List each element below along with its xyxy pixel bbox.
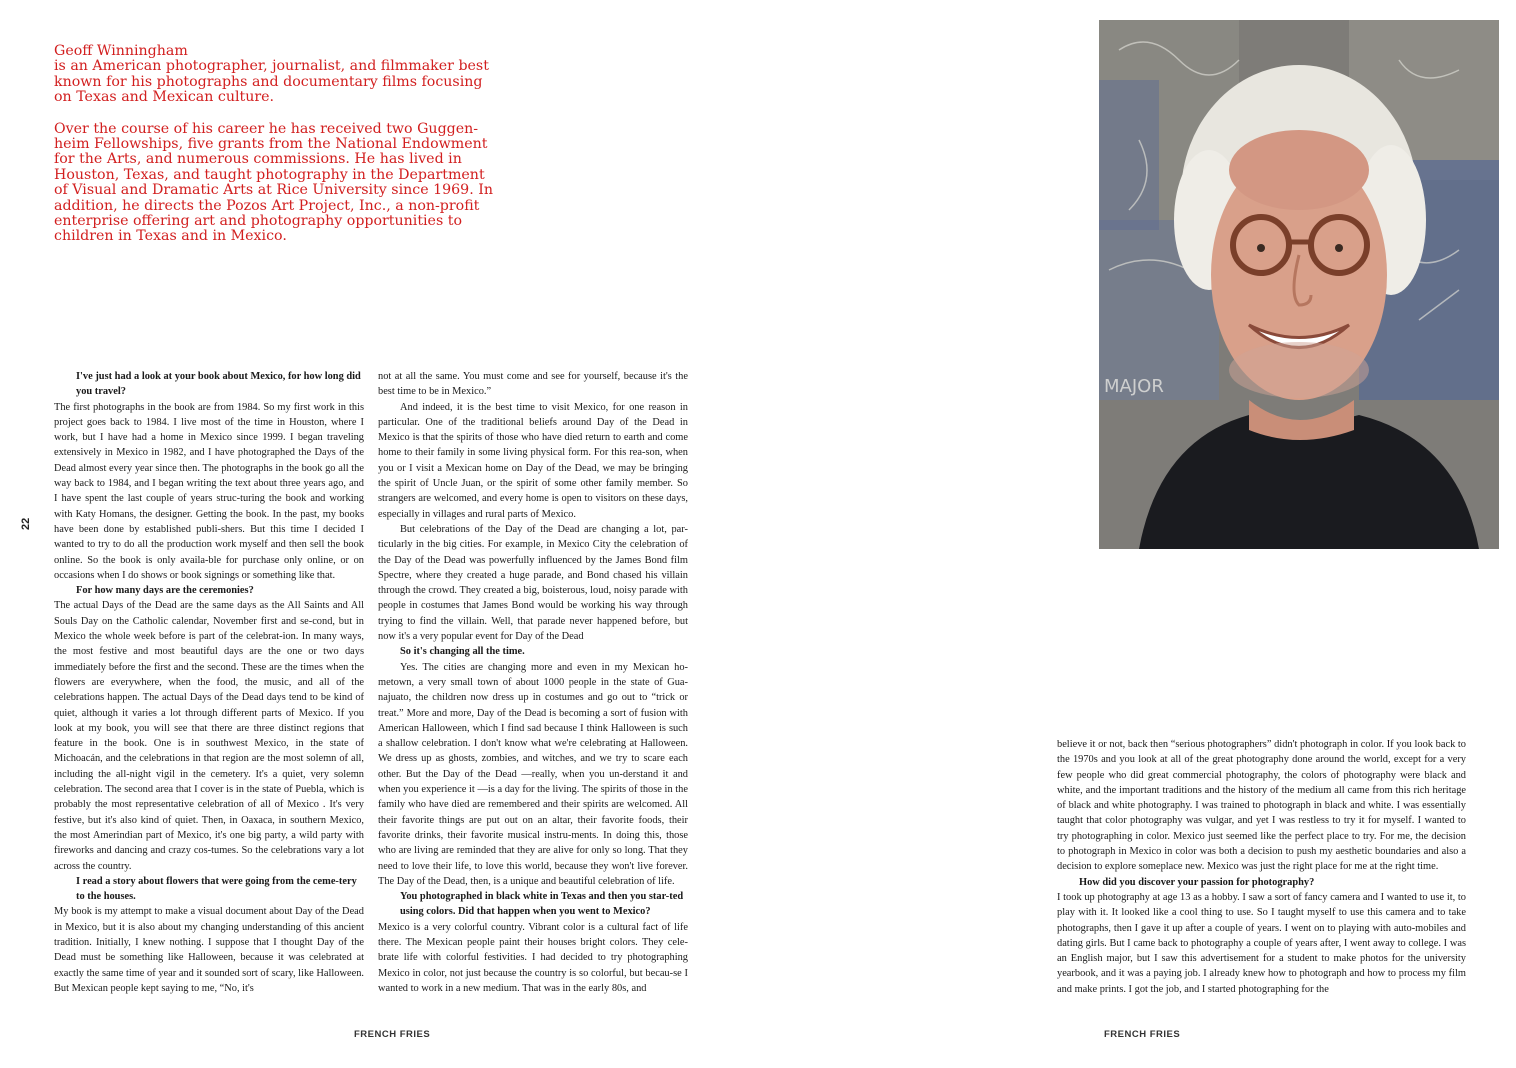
answer-paragraph: Mexico is a very colorful country. Vibrant color is a cultural fact of life there. The Mexican people paint their houses bright colors. They cele-brate life with colorful festivities. I had decided to try photographing Mexico in color, not just because the country is so colorful, but becau-se I wanted to work in a new medium. That was in the early 80s, and bbox=[378, 921, 688, 994]
question: I read a story about flowers that were going from the ceme-tery to the houses. bbox=[76, 875, 357, 903]
answer-paragraph: But celebrations of the Day of the Dead are changing a lot, par-ticularly in the big cities. For example, in Mexico City the celebration of the Day of the Dead was powerfully influenced by the James Bond film Spectre, where they created a huge parade, and Bond chased his villain through the crowd. They created a big, boisterous, loud, noisy parade with people in costumes that James Bond would be working his way through trying to find the villain. Well, that parade never happened before, but now it's a very popular event for Day of the Dead bbox=[378, 523, 688, 643]
author-bio bbox=[54, 44, 494, 261]
answer-paragraph: believe it or not, back then “serious photographers” didn't photograph in color. If you look back to the 1970s and you look at all of the great photography done around the world, except for a very few people who did great commercial photography, the colors of photography were black and white, and the important traditions and the history of the medium all came from this rich heritage of black and white photography. I was trained to photograph in black and white. I was essentially taught that color photography was vulgar, and yet I was restless to try it for myself. I wanted to try photographing in color. Mexico just seemed like the perfect place to try. For me, the decision to photograph in Mexico in color was both a decision to push my aesthetic boundaries and also a decision to explore someplace new. Mexico was just the right place for me at the right time. bbox=[1057, 739, 1466, 873]
portrait-photo bbox=[1099, 20, 1499, 549]
answer-paragraph: The actual Days of the Dead are the same days as the All Saints and All Souls Day on the Catholic calendar, November first and se-cond, but in Mexico the whole week before is part of the celebrat-ion. In many ways, the most festive and most beautiful days are the one or two days immediately before the first and the second. These are the times when the flowers are everywhere, when the food, the music, and all of the celebrations happen. The actual Days of the Dead days tend to be kind of quiet, although it varies a lot through different parts of Mexico. If you look at my book, you will see that there are three distinct regions that feature in the book. One is in southwest Mexico, in the state of Michoacán, and the celebrations in that region are the most solemn of all, including the all-night vigil in the cemetery. It's a quiet, very solemn celebration. The second area that I cover is in the state of Puebla, which is probably the most representative celebration of all of Mexico . It's very festive, but it's also kind of quiet. Then, in Oaxaca, in southern Mexico, the most Amerindian part of Mexico, it's one big party, a wild party with fireworks and dancing and crazy cos-tumes. So the celebrations vary a lot across the country. bbox=[54, 600, 364, 872]
answer-paragraph: not at all the same. You must come and see for yourself, because it's the best time to be in Mexico.” bbox=[378, 371, 688, 398]
question: So it's changing all the time. bbox=[400, 646, 525, 658]
answer-paragraph: I took up photography at age 13 as a hobby. I saw a sort of fancy camera and I wanted to use it, to play with it. It looked like a cool thing to use. So I taught myself to use this camera and to take photographs, then I gave it up after a couple of years. I went on to playing with auto-mobiles and dating girls. But I came back to photography a couple of years after, I went away to college. I was an English major, but I saw this advertisement for a student to make photos for the university yearbook, and it was a paying job. I already knew how to photograph and how to process my film and make prints. I got the job, and I started photographing for the bbox=[1057, 891, 1466, 995]
graffiti-text: MAJOR bbox=[1104, 376, 1164, 397]
question: You photographed in black white in Texas and then you star-ted using colors. Did that happen when you went to Mexico? bbox=[400, 891, 684, 918]
bio-career: Over the course of his career he has received two Guggen-heim Fellowships, five grants from the National Endowment for the Arts, and numerous commissions. He has lived in Houston, Texas, and taught photography in the Department of Visual and Dramatic Arts at Rice University since 1969. In addition, he directs the Pozos Art Project, Inc., a non-profit enterprise offering art and photography opportunities to children in Texas and in Mexico. bbox=[54, 120, 493, 245]
footer-right-magazine-name: FRENCH FRIES bbox=[1104, 1029, 1181, 1040]
question: How did you discover your passion for photography? bbox=[1079, 876, 1315, 888]
footer-left-magazine-name: FRENCH FRIES bbox=[354, 1029, 431, 1040]
answer-paragraph: And indeed, it is the best time to visit Mexico, for one reason in particular. One of the traditional beliefs around Day of the Dead in Mexico is that the spirits of those who have died return to earth and come home to their family in some living physical form. For this rea-son, when you or I visit a Mexican home on Day of the Dead, we may be bringing the spirit of Uncle Juan, or the spirit of some other family member. So strangers are welcomed, and every home is open to visitors on these days, especially in villages and rural parts of Mexico. bbox=[378, 401, 688, 520]
question: For how many days are the ceremonies? bbox=[76, 585, 254, 597]
page-number: 22 bbox=[20, 517, 32, 530]
answer-paragraph: My book is my attempt to make a visual document about Day of the Dead in Mexico, but it is also about my changing understanding of this ancient tradition. Initially, I knew nothing. I suppose that I thought Day of the Dead must be something like Halloween, because it was celebrated at exactly the same time of year and it sounded sort of scary, like Halloween. But Mexican people kept saying to me, “No, it's bbox=[54, 906, 364, 994]
answer-paragraph: Yes. The cities are changing more and even in my Mexican ho-metown, a very small town of about 1000 people in the state of Gua-najuato, the children now dress up in costumes and go out to “trick or treat.” More and more, Day of the Dead is becoming a sort of fusion with American Halloween, which I find sad because I think Halloween is such a shallow celebration. I don't know what we're celebrating at Halloween. We dress up as ghosts, zombies, and witches, and we try to scare each other. But the Day of the Dead —really, when you un-derstand it and when you experience it —is a day for the living. The spirits of those in the family who have died are remembered and their spirits are welcomed. All their favorite things are put out on an altar, their favorite foods, their favorite drinks, their favorite musical instru-ments. In doing this, those who are living are reminded that they are alive for only so long. That they need to love their life, to love this world, because they won't live forever. The Day of the Dead, then, is a unique and beautiful celebration of life. bbox=[378, 661, 688, 887]
interview-column-2 bbox=[378, 369, 688, 996]
interview-column-1 bbox=[54, 369, 364, 996]
interview-column-3 bbox=[1057, 737, 1466, 997]
portrait-illustration bbox=[1099, 20, 1499, 549]
bio-intro bbox=[54, 44, 494, 106]
bio-intro-text: is an American photographer, journalist, and filmmaker best known for his photographs and documentary films focusing on Texas and Mexican culture. bbox=[54, 58, 489, 106]
question: I've just had a look at your book about Mexico, for how long did you travel? bbox=[76, 371, 361, 398]
bio-name: Geoff Winningham bbox=[54, 43, 188, 59]
answer-paragraph: The first photographs in the book are from 1984. So my first work in this project goes back to 1984. I live most of the time in Houston, where I work, but I have had a home in Mexico since 1999. I began traveling extensively in Mexico in 1982, and I have photographed the Days of the Dead almost every year since then. The photographs in the book go all the way back to 1984, and I began writing the text about three years ago, and I have spent the last couple of years struc-turing the book and working with Katy Homans, the designer. Getting the book. In the past, my books have been done by established publi-shers. But this time I decided I wanted to try to do all the production work myself and then sell the book online. So the book is only availa-ble for purchase only online, or on occasions when I do shows or book signings or something like that. bbox=[54, 401, 364, 581]
